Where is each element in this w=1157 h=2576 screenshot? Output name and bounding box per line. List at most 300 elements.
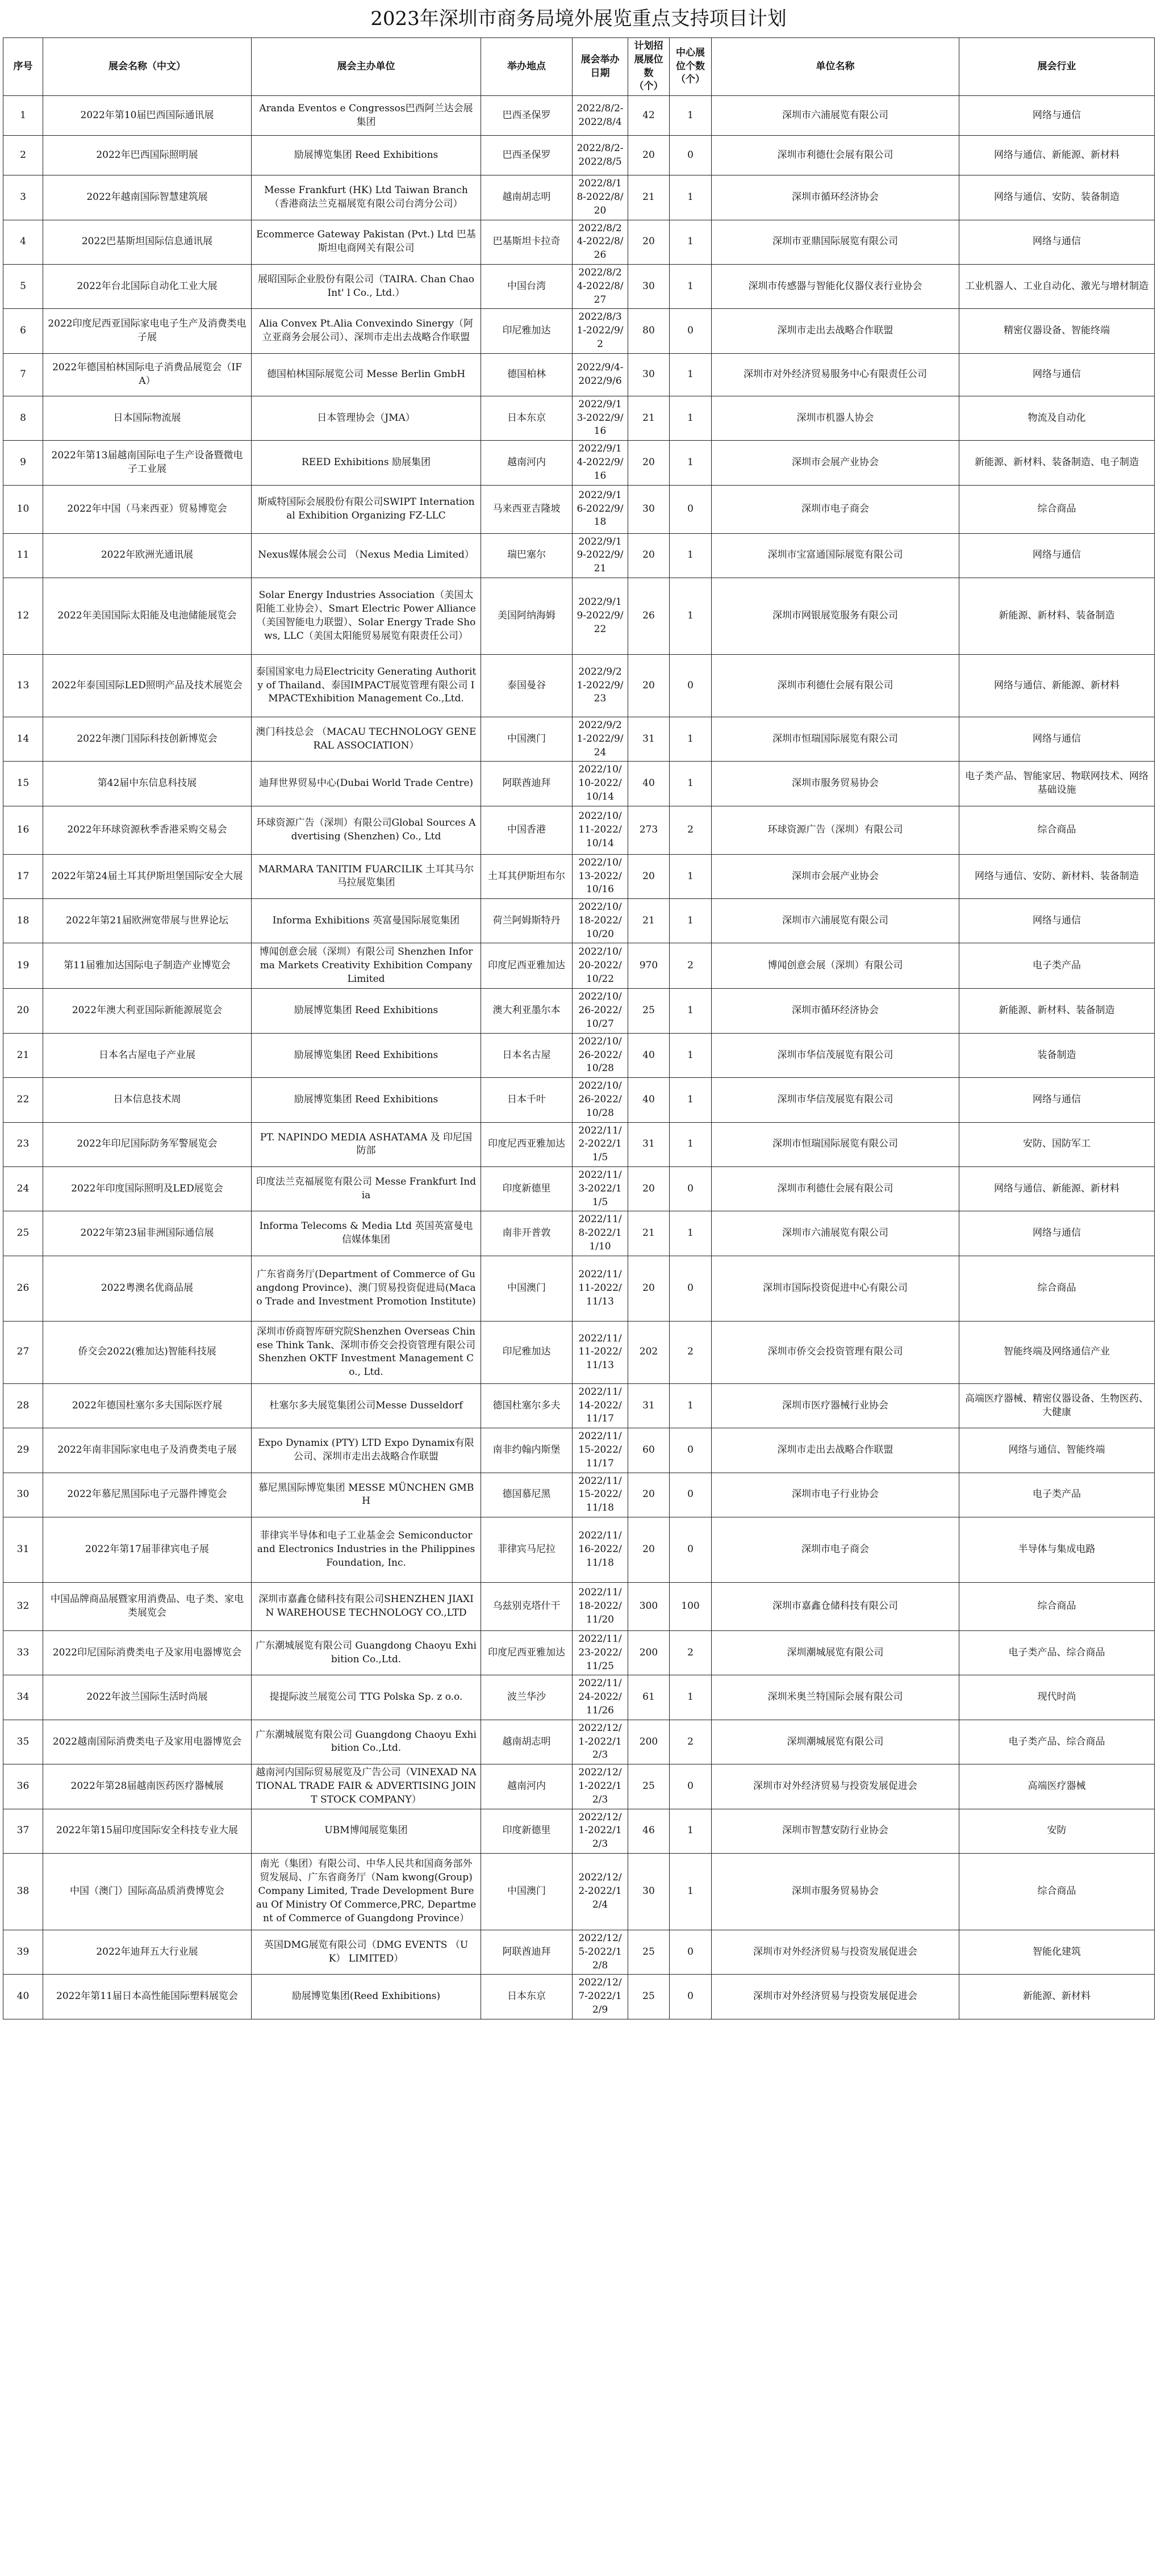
industry-cell: 综合商品 (959, 1853, 1155, 1930)
exhibition-name-cell: 2022年第28届越南医药医疗器械展 (43, 1764, 252, 1809)
center-booths-cell: 2 (670, 806, 712, 854)
organizer-cell: PT. NAPINDO MEDIA ASHATAMA 及 印尼国防部 (252, 1122, 481, 1166)
planned-booths-cell: 31 (628, 1383, 670, 1428)
industry-cell: 智能化建筑 (959, 1930, 1155, 1974)
organizer-cell: REED Exhibitions 励展集团 (252, 441, 481, 485)
organizer-cell: Informa Exhibitions 英富曼国际展览集团 (252, 899, 481, 943)
industry-cell: 安防 (959, 1809, 1155, 1853)
exhibition-date-cell: 2022/9/21-2022/9/24 (573, 717, 628, 761)
row-number-cell: 11 (3, 533, 43, 578)
organizer-cell: 博闻创意会展（深圳）有限公司 Shenzhen Informa Markets Creativity Exhibition Company Limited (252, 943, 481, 989)
row-number-cell: 34 (3, 1675, 43, 1720)
row-number-cell: 8 (3, 396, 43, 440)
center-booths-cell: 1 (670, 762, 712, 806)
exhibition-date-cell: 2022/12/5-2022/12/8 (573, 1930, 628, 1974)
exhibition-date-cell: 2022/12/7-2022/12/9 (573, 1975, 628, 2019)
location-cell: 南非开普敦 (481, 1211, 573, 1256)
organizer-cell: Messe Frankfurt (HK) Ltd Taiwan Branch（香港商法兰克福展览有限公司台湾分公司） (252, 175, 481, 220)
exhibition-name-cell: 2022年第24届土耳其伊斯坦堡国际安全大展 (43, 854, 252, 898)
industry-cell: 电子类产品、综合商品 (959, 1720, 1155, 1764)
exhibition-name-cell: 2022粤澳名优商品展 (43, 1256, 252, 1321)
planned-booths-cell: 20 (628, 136, 670, 175)
header-cell: 展会主办单位 (252, 38, 481, 96)
project-table (3, 37, 1155, 2019)
industry-cell: 智能终端及网络通信产业 (959, 1321, 1155, 1383)
organizer-cell: 广东省商务厅(Department of Commerce of Guangdong Province)、澳门贸易投资促进局(Macao Trade and Investment Promotion Institute) (252, 1256, 481, 1321)
table-row (3, 854, 1155, 898)
table-row (3, 943, 1155, 989)
company-name-cell: 深圳市国际投资促进中心有限公司 (712, 1256, 959, 1321)
header-cell: 展会举办日期 (573, 38, 628, 96)
industry-cell: 高端医疗器械 (959, 1764, 1155, 1809)
table-row (3, 899, 1155, 943)
organizer-cell: 越南河内国际贸易展览及广告公司（VINEXAD NATIONAL TRADE FAIR & ADVERTISING JOINT STOCK COMPANY） (252, 1764, 481, 1809)
industry-cell: 网络与通信 (959, 220, 1155, 264)
location-cell: 越南胡志明 (481, 1720, 573, 1764)
exhibition-date-cell: 2022/8/2-2022/8/4 (573, 96, 628, 136)
page-title: 2023年深圳市商务局境外展览重点支持项目计划 (370, 7, 787, 30)
location-cell: 巴基斯坦卡拉奇 (481, 220, 573, 264)
center-booths-cell: 0 (670, 654, 712, 717)
exhibition-date-cell: 2022/10/26-2022/10/28 (573, 1033, 628, 1077)
company-name-cell: 深圳市机器人协会 (712, 396, 959, 440)
planned-booths-cell: 970 (628, 943, 670, 989)
table-row (3, 1078, 1155, 1122)
row-number-cell: 37 (3, 1809, 43, 1853)
row-number-cell: 18 (3, 899, 43, 943)
exhibition-name-cell: 2022年德国杜塞尔多夫国际医疗展 (43, 1383, 252, 1428)
exhibition-name-cell: 2022印度尼西亚国际家电电子生产及消费类电子展 (43, 309, 252, 353)
center-booths-cell: 1 (670, 175, 712, 220)
location-cell: 澳大利亚墨尔本 (481, 989, 573, 1033)
industry-cell: 综合商品 (959, 1256, 1155, 1321)
exhibition-name-cell: 2022年第11届日本高性能国际塑料展览会 (43, 1975, 252, 2019)
row-number-cell: 19 (3, 943, 43, 989)
company-name-cell: 深圳市网银展览服务有限公司 (712, 578, 959, 654)
table-row (3, 175, 1155, 220)
exhibition-date-cell: 2022/9/14-2022/9/16 (573, 441, 628, 485)
row-number-cell: 26 (3, 1256, 43, 1321)
industry-cell: 综合商品 (959, 806, 1155, 854)
center-booths-cell: 1 (670, 1078, 712, 1122)
organizer-cell: 澳门科技总会 （MACAU TECHNOLOGY GENERAL ASSOCIATION） (252, 717, 481, 761)
row-number-cell: 13 (3, 654, 43, 717)
planned-booths-cell: 30 (628, 353, 670, 396)
location-cell: 南非约翰内斯堡 (481, 1428, 573, 1473)
exhibition-name-cell: 2022年德国柏林国际电子消费品展览会（IFA） (43, 353, 252, 396)
center-booths-cell: 1 (670, 578, 712, 654)
exhibition-date-cell: 2022/11/16-2022/11/18 (573, 1517, 628, 1583)
planned-booths-cell: 31 (628, 1122, 670, 1166)
company-name-cell: 深圳市六浦展览有限公司 (712, 96, 959, 136)
exhibition-date-cell: 2022/9/21-2022/9/23 (573, 654, 628, 717)
organizer-cell: 日本管理协会（JMA） (252, 396, 481, 440)
exhibition-name-cell: 日本国际物流展 (43, 396, 252, 440)
center-booths-cell: 1 (670, 1853, 712, 1930)
row-number-cell: 22 (3, 1078, 43, 1122)
company-name-cell: 深圳市电子商会 (712, 1517, 959, 1583)
organizer-cell: Expo Dynamix (PTY) LTD Expo Dynamix有限公司、深圳市走出去战略合作联盟 (252, 1428, 481, 1473)
planned-booths-cell: 30 (628, 485, 670, 533)
company-name-cell: 深圳市电子行业协会 (712, 1473, 959, 1517)
exhibition-name-cell: 日本信息技术周 (43, 1078, 252, 1122)
exhibition-date-cell: 2022/11/8-2022/11/10 (573, 1211, 628, 1256)
planned-booths-cell: 20 (628, 854, 670, 898)
planned-booths-cell: 25 (628, 1975, 670, 2019)
planned-booths-cell: 202 (628, 1321, 670, 1383)
table-row (3, 1517, 1155, 1583)
exhibition-name-cell: 第42届中东信息科技展 (43, 762, 252, 806)
company-name-cell: 深圳市循环经济协会 (712, 175, 959, 220)
planned-booths-cell: 21 (628, 1211, 670, 1256)
row-number-cell: 17 (3, 854, 43, 898)
company-name-cell: 深圳市利德仕会展有限公司 (712, 654, 959, 717)
location-cell: 美国阿纳海姆 (481, 578, 573, 654)
table-row (3, 1321, 1155, 1383)
table-row (3, 1383, 1155, 1428)
industry-cell: 网络与通信、新能源、新材料 (959, 654, 1155, 717)
exhibition-date-cell: 2022/9/4-2022/9/6 (573, 353, 628, 396)
location-cell: 印度尼西亚雅加达 (481, 1122, 573, 1166)
location-cell: 印尼雅加达 (481, 1321, 573, 1383)
header-cell: 计划招展展位数（个） (628, 38, 670, 96)
exhibition-date-cell: 2022/10/26-2022/10/28 (573, 1078, 628, 1122)
organizer-cell: 菲律宾半导体和电子工业基金会 Semiconductor and Electronics Industries in the Philippines Foundation, Inc. (252, 1517, 481, 1583)
location-cell: 印度新德里 (481, 1167, 573, 1211)
location-cell: 日本东京 (481, 1975, 573, 2019)
row-number-cell: 7 (3, 353, 43, 396)
industry-cell: 新能源、新材料、装备制造 (959, 578, 1155, 654)
exhibition-name-cell: 中国（澳门）国际高品质消费博览会 (43, 1853, 252, 1930)
row-number-cell: 12 (3, 578, 43, 654)
planned-booths-cell: 42 (628, 96, 670, 136)
exhibition-name-cell: 2022年南非国际家电电子及消费类电子展 (43, 1428, 252, 1473)
center-booths-cell: 1 (670, 264, 712, 308)
center-booths-cell: 1 (670, 899, 712, 943)
row-number-cell: 27 (3, 1321, 43, 1383)
planned-booths-cell: 20 (628, 533, 670, 578)
center-booths-cell: 0 (670, 485, 712, 533)
industry-cell: 物流及自动化 (959, 396, 1155, 440)
row-number-cell: 35 (3, 1720, 43, 1764)
organizer-cell: 斯威特国际会展股份有限公司SWIPT International Exhibition Organizing FZ-LLC (252, 485, 481, 533)
exhibition-date-cell: 2022/11/14-2022/11/17 (573, 1383, 628, 1428)
row-number-cell: 28 (3, 1383, 43, 1428)
exhibition-date-cell: 2022/10/10-2022/10/14 (573, 762, 628, 806)
row-number-cell: 10 (3, 485, 43, 533)
planned-booths-cell: 25 (628, 1930, 670, 1974)
company-name-cell: 深圳市六浦展览有限公司 (712, 1211, 959, 1256)
table-row (3, 1853, 1155, 1930)
location-cell: 印尼雅加达 (481, 309, 573, 353)
center-booths-cell: 0 (670, 1256, 712, 1321)
location-cell: 马来西亚吉隆坡 (481, 485, 573, 533)
exhibition-name-cell: 第11届雅加达国际电子制造产业博览会 (43, 943, 252, 989)
location-cell: 瑞巴塞尔 (481, 533, 573, 578)
industry-cell: 网络与通信、新能源、新材料 (959, 136, 1155, 175)
location-cell: 菲律宾马尼拉 (481, 1517, 573, 1583)
location-cell: 巴西圣保罗 (481, 96, 573, 136)
table-row (3, 1583, 1155, 1631)
row-number-cell: 21 (3, 1033, 43, 1077)
planned-booths-cell: 20 (628, 654, 670, 717)
location-cell: 中国澳门 (481, 717, 573, 761)
exhibition-name-cell: 2022年澳大利亚国际新能源展览会 (43, 989, 252, 1033)
center-booths-cell: 0 (670, 1167, 712, 1211)
table-row (3, 762, 1155, 806)
industry-cell: 工业机器人、工业自动化、激光与增材制造 (959, 264, 1155, 308)
location-cell: 日本千叶 (481, 1078, 573, 1122)
company-name-cell: 深圳潮城展览有限公司 (712, 1720, 959, 1764)
table-row (3, 1211, 1155, 1256)
company-name-cell: 深圳市对外经济贸易与投资发展促进会 (712, 1975, 959, 2019)
industry-cell: 网络与通信 (959, 96, 1155, 136)
organizer-cell: 广东潮城展览有限公司 Guangdong Chaoyu Exhibition Co.,Ltd. (252, 1631, 481, 1675)
table-row (3, 1764, 1155, 1809)
center-booths-cell: 1 (670, 96, 712, 136)
center-booths-cell: 2 (670, 943, 712, 989)
center-booths-cell: 1 (670, 854, 712, 898)
row-number-cell: 29 (3, 1428, 43, 1473)
company-name-cell: 深圳市六浦展览有限公司 (712, 899, 959, 943)
planned-booths-cell: 200 (628, 1720, 670, 1764)
table-row (3, 1256, 1155, 1321)
organizer-cell: 励展博览集团 Reed Exhibitions (252, 1033, 481, 1077)
center-booths-cell: 1 (670, 220, 712, 264)
company-name-cell: 深圳市医疗器械行业协会 (712, 1383, 959, 1428)
industry-cell: 新能源、新材料、装备制造、电子制造 (959, 441, 1155, 485)
organizer-cell: 德国柏林国际展览公司 Messe Berlin GmbH (252, 353, 481, 396)
exhibition-date-cell: 2022/10/26-2022/10/27 (573, 989, 628, 1033)
location-cell: 日本东京 (481, 396, 573, 440)
organizer-cell: 杜塞尔多夫展览集团公司Messe Dusseldorf (252, 1383, 481, 1428)
organizer-cell: 慕尼黑国际博览集团 MESSE MÜNCHEN GMBH (252, 1473, 481, 1517)
exhibition-date-cell: 2022/11/2-2022/11/5 (573, 1122, 628, 1166)
row-number-cell: 31 (3, 1517, 43, 1583)
row-number-cell: 2 (3, 136, 43, 175)
company-name-cell: 深圳市会展产业协会 (712, 854, 959, 898)
organizer-cell: Informa Telecoms & Media Ltd 英国英富曼电信媒体集团 (252, 1211, 481, 1256)
organizer-cell: UBM博闻展览集团 (252, 1809, 481, 1853)
center-booths-cell: 1 (670, 717, 712, 761)
planned-booths-cell: 80 (628, 309, 670, 353)
exhibition-date-cell: 2022/12/2-2022/12/4 (573, 1853, 628, 1930)
planned-booths-cell: 21 (628, 899, 670, 943)
table-row (3, 1631, 1155, 1675)
location-cell: 土耳其伊斯坦布尔 (481, 854, 573, 898)
industry-cell: 电子类产品、智能家居、物联网技术、网络基础设施 (959, 762, 1155, 806)
table-row (3, 1675, 1155, 1720)
row-number-cell: 24 (3, 1167, 43, 1211)
industry-cell: 安防、国防军工 (959, 1122, 1155, 1166)
center-booths-cell: 1 (670, 1122, 712, 1166)
center-booths-cell: 1 (670, 533, 712, 578)
center-booths-cell: 0 (670, 1975, 712, 2019)
exhibition-date-cell: 2022/11/11-2022/11/13 (573, 1256, 628, 1321)
center-booths-cell: 2 (670, 1321, 712, 1383)
row-number-cell: 3 (3, 175, 43, 220)
exhibition-name-cell: 2022年澳门国际科技创新博览会 (43, 717, 252, 761)
industry-cell: 现代时尚 (959, 1675, 1155, 1720)
table-row (3, 485, 1155, 533)
planned-booths-cell: 20 (628, 1473, 670, 1517)
row-number-cell: 1 (3, 96, 43, 136)
organizer-cell: 励展博览集团(Reed Exhibitions) (252, 1975, 481, 2019)
exhibition-name-cell: 中国品牌商品展暨家用消费品、电子类、家电类展览会 (43, 1583, 252, 1631)
location-cell: 中国台湾 (481, 264, 573, 308)
table-row (3, 1033, 1155, 1077)
center-booths-cell: 0 (670, 1517, 712, 1583)
exhibition-date-cell: 2022/8/24-2022/8/27 (573, 264, 628, 308)
planned-booths-cell: 200 (628, 1631, 670, 1675)
row-number-cell: 15 (3, 762, 43, 806)
exhibition-date-cell: 2022/11/15-2022/11/17 (573, 1428, 628, 1473)
industry-cell: 高端医疗器械、精密仪器设备、生物医药、大健康 (959, 1383, 1155, 1428)
planned-booths-cell: 20 (628, 220, 670, 264)
organizer-cell: 展昭国际企业股份有限公司（TAIRA. Chan Chao Int' l Co., Ltd.） (252, 264, 481, 308)
organizer-cell: Ecommerce Gateway Pakistan (Pvt.) Ltd 巴基斯坦电商网关有限公司 (252, 220, 481, 264)
row-number-cell: 40 (3, 1975, 43, 2019)
exhibition-date-cell: 2022/8/18-2022/8/20 (573, 175, 628, 220)
company-name-cell: 深圳市华信茂展览有限公司 (712, 1078, 959, 1122)
company-name-cell: 深圳市传感器与智能化仪器仪表行业协会 (712, 264, 959, 308)
center-booths-cell: 1 (670, 1383, 712, 1428)
location-cell: 乌兹别克塔什干 (481, 1583, 573, 1631)
location-cell: 荷兰阿姆斯特丹 (481, 899, 573, 943)
planned-booths-cell: 40 (628, 762, 670, 806)
header-cell: 序号 (3, 38, 43, 96)
industry-cell: 半导体与集成电路 (959, 1517, 1155, 1583)
table-row (3, 220, 1155, 264)
location-cell: 阿联酋迪拜 (481, 762, 573, 806)
industry-cell: 网络与通信 (959, 353, 1155, 396)
exhibition-date-cell: 2022/11/15-2022/11/18 (573, 1473, 628, 1517)
table-row (3, 1930, 1155, 1974)
exhibition-date-cell: 2022/10/20-2022/10/22 (573, 943, 628, 989)
exhibition-date-cell: 2022/8/31-2022/9/2 (573, 309, 628, 353)
table-row (3, 717, 1155, 761)
organizer-cell: 广东潮城展览有限公司 Guangdong Chaoyu Exhibition Co.,Ltd. (252, 1720, 481, 1764)
exhibition-date-cell: 2022/11/3-2022/11/5 (573, 1167, 628, 1211)
table-row (3, 1122, 1155, 1166)
exhibition-name-cell: 2022年慕尼黑国际电子元器件博览会 (43, 1473, 252, 1517)
planned-booths-cell: 40 (628, 1078, 670, 1122)
planned-booths-cell: 20 (628, 1167, 670, 1211)
planned-booths-cell: 26 (628, 578, 670, 654)
table-row (3, 136, 1155, 175)
industry-cell: 网络与通信、智能终端 (959, 1428, 1155, 1473)
exhibition-date-cell: 2022/12/1-2022/12/3 (573, 1764, 628, 1809)
row-number-cell: 25 (3, 1211, 43, 1256)
location-cell: 越南河内 (481, 1764, 573, 1809)
center-booths-cell: 0 (670, 1764, 712, 1809)
company-name-cell: 深圳市利德仕会展有限公司 (712, 136, 959, 175)
row-number-cell: 6 (3, 309, 43, 353)
planned-booths-cell: 31 (628, 717, 670, 761)
exhibition-date-cell: 2022/9/19-2022/9/22 (573, 578, 628, 654)
row-number-cell: 36 (3, 1764, 43, 1809)
planned-booths-cell: 21 (628, 396, 670, 440)
company-name-cell: 深圳市走出去战略合作联盟 (712, 309, 959, 353)
organizer-cell: 英国DMG展览有限公司（DMG EVENTS （UK） LIMITED） (252, 1930, 481, 1974)
table-row (3, 441, 1155, 485)
row-number-cell: 4 (3, 220, 43, 264)
row-number-cell: 39 (3, 1930, 43, 1974)
company-name-cell: 深圳市服务贸易协会 (712, 762, 959, 806)
organizer-cell: 励展博览集团 Reed Exhibitions (252, 1078, 481, 1122)
header-row (3, 38, 1155, 96)
location-cell: 印度尼西亚雅加达 (481, 1631, 573, 1675)
exhibition-date-cell: 2022/10/11-2022/10/14 (573, 806, 628, 854)
industry-cell: 网络与通信 (959, 1078, 1155, 1122)
industry-cell: 网络与通信 (959, 533, 1155, 578)
planned-booths-cell: 300 (628, 1583, 670, 1631)
company-name-cell: 深圳市利德仕会展有限公司 (712, 1167, 959, 1211)
location-cell: 越南河内 (481, 441, 573, 485)
exhibition-date-cell: 2022/11/23-2022/11/25 (573, 1631, 628, 1675)
center-booths-cell: 0 (670, 1930, 712, 1974)
industry-cell: 新能源、新材料、装备制造 (959, 989, 1155, 1033)
table-row (3, 353, 1155, 396)
organizer-cell: 深圳市嘉鑫仓储科技有限公司SHENZHEN JIAXIN WAREHOUSE TECHNOLOGY CO.,LTD (252, 1583, 481, 1631)
table-row (3, 264, 1155, 308)
company-name-cell: 深圳市服务贸易协会 (712, 1853, 959, 1930)
header-cell: 展会行业 (959, 38, 1155, 96)
table-row (3, 396, 1155, 440)
exhibition-name-cell: 2022年欧洲光通讯展 (43, 533, 252, 578)
exhibition-name-cell: 2022年第15届印度国际安全科技专业大展 (43, 1809, 252, 1853)
row-number-cell: 32 (3, 1583, 43, 1631)
company-name-cell: 深圳市嘉鑫仓储科技有限公司 (712, 1583, 959, 1631)
industry-cell: 网络与通信、新能源、新材料 (959, 1167, 1155, 1211)
exhibition-name-cell: 2022印尼国际消费类电子及家用电器博览会 (43, 1631, 252, 1675)
table-row (3, 309, 1155, 353)
table-row (3, 533, 1155, 578)
industry-cell: 电子类产品 (959, 1473, 1155, 1517)
row-number-cell: 33 (3, 1631, 43, 1675)
exhibition-name-cell: 2022年美国国际太阳能及电池储能展览会 (43, 578, 252, 654)
exhibition-name-cell: 2022年波兰国际生活时尚展 (43, 1675, 252, 1720)
header-cell: 中心展位个数（个） (670, 38, 712, 96)
exhibition-name-cell: 2022年中国（马来西亚）贸易博览会 (43, 485, 252, 533)
table-row (3, 1167, 1155, 1211)
company-name-cell: 深圳市会展产业协会 (712, 441, 959, 485)
industry-cell: 网络与通信 (959, 717, 1155, 761)
center-booths-cell: 0 (670, 1428, 712, 1473)
exhibition-date-cell: 2022/10/13-2022/10/16 (573, 854, 628, 898)
center-booths-cell: 1 (670, 1809, 712, 1853)
location-cell: 中国澳门 (481, 1853, 573, 1930)
header-cell: 展会名称（中文） (43, 38, 252, 96)
center-booths-cell: 2 (670, 1720, 712, 1764)
organizer-cell: 泰国国家电力局Electricity Generating Authority of Thailand、泰国IMPACT展览管理有限公司 IMPACTExhibition Management Co.,Ltd. (252, 654, 481, 717)
exhibition-name-cell: 2022年巴西国际照明展 (43, 136, 252, 175)
center-booths-cell: 2 (670, 1631, 712, 1675)
industry-cell: 网络与通信、安防、新材料、装备制造 (959, 854, 1155, 898)
table-row (3, 1473, 1155, 1517)
location-cell: 泰国曼谷 (481, 654, 573, 717)
row-number-cell: 9 (3, 441, 43, 485)
company-name-cell: 深圳米奥兰特国际会展有限公司 (712, 1675, 959, 1720)
planned-booths-cell: 273 (628, 806, 670, 854)
table-body (3, 96, 1155, 2019)
exhibition-name-cell: 2022年第10届巴西国际通讯展 (43, 96, 252, 136)
table-row (3, 1428, 1155, 1473)
organizer-cell: MARMARA TANITIM FUARCILIK 土耳其马尔马拉展览集团 (252, 854, 481, 898)
table-row (3, 989, 1155, 1033)
industry-cell: 网络与通信、安防、装备制造 (959, 175, 1155, 220)
table-row (3, 654, 1155, 717)
